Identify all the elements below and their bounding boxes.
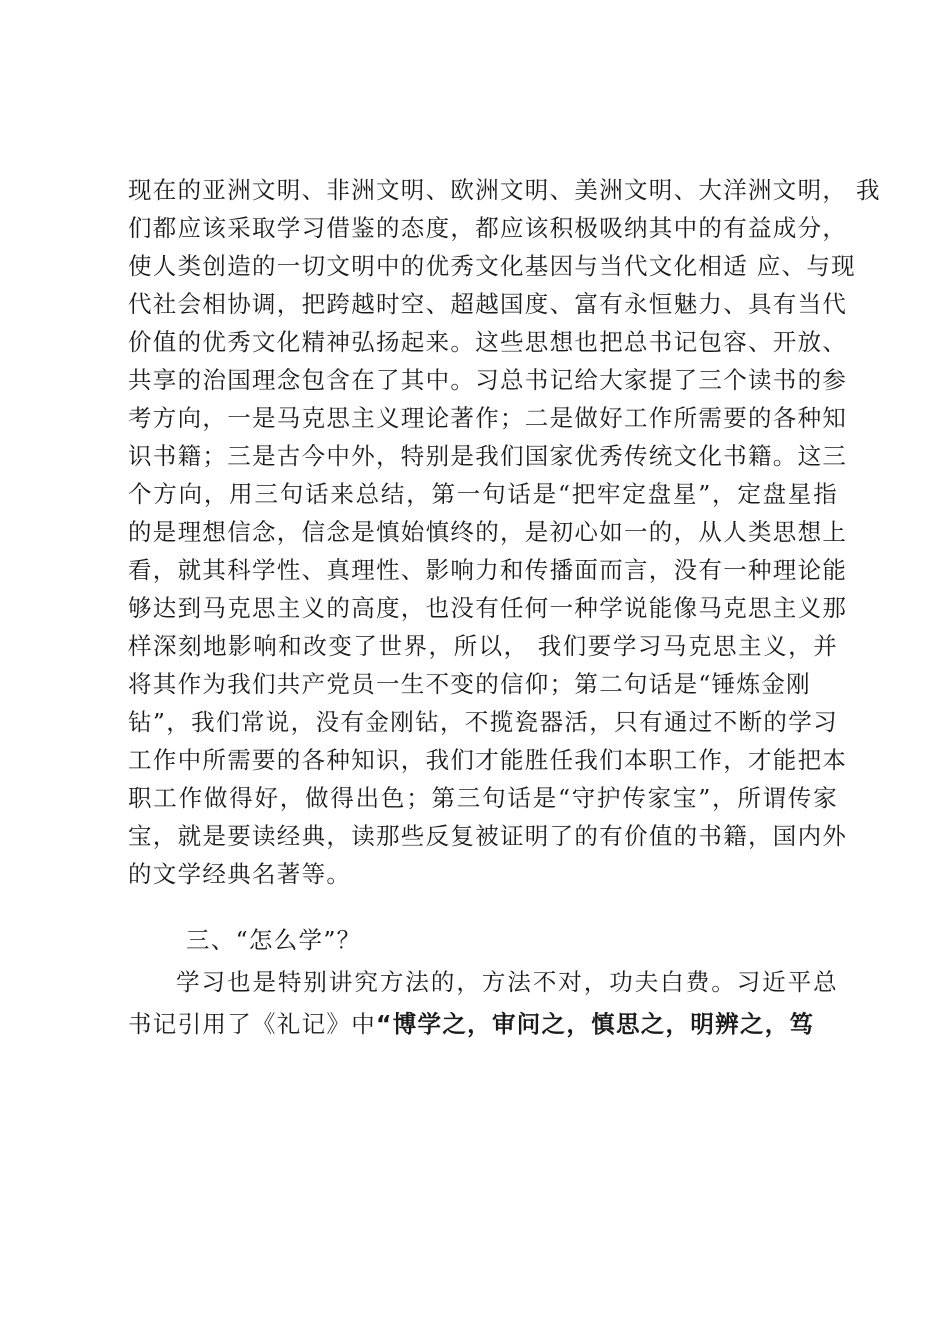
- text-line: 看，就其科学性、真理性、影响力和传播面而言，没有一种理论能: [128, 556, 848, 584]
- text-line: 职工作做得好，做得出色；第三句话是“守护传家宝”，所谓传家: [128, 784, 838, 812]
- text-line: 样深刻地影响和改变了世界，所以， 我们要学习马克思主义，并: [128, 632, 838, 660]
- text-line: 的是理想信念，信念是慎始慎终的，是初心如一的，从人类思想上: [128, 518, 848, 546]
- text-line-mixed: [128, 1004, 838, 1044]
- text-line: 考方向，一是马克思主义理论著作；二是做好工作所需要的各种知: [128, 404, 848, 432]
- text-line: 够达到马克思主义的高度，也没有任何一种学说能像马克思主义那: [128, 594, 848, 622]
- text-line: 代社会相协调，把跨越时空、超越国度、富有永恒魅力、具有当代: [128, 290, 848, 318]
- text-line: 识书籍；三是古今中外，特别是我们国家优秀传统文化书籍。这三: [128, 442, 848, 470]
- text-line: 现在的亚洲文明、非洲文明、欧洲文明、美洲文明、大洋洲文明， 我: [128, 176, 881, 204]
- text-span: 书记引用了《礼记》中: [128, 1010, 376, 1038]
- section-heading: 三、“怎么学”？: [186, 926, 362, 954]
- text-line: 们都应该采取学习借鉴的态度，都应该积极吸纳其中的有益成分，: [128, 214, 848, 242]
- bold-quote-span: “博学之，审问之，慎思之，明辨之，笃: [376, 1010, 815, 1038]
- text-line: 个方向，用三句话来总结，第一句话是“把牢定盘星”，定盘星指: [128, 480, 838, 508]
- text-line: 使人类创造的一切文明中的优秀文化基因与当代文化相适 应、与现: [128, 252, 856, 280]
- text-line: 钻”，我们常说，没有金刚钻，不揽瓷器活，只有通过不断的学习: [128, 708, 838, 736]
- text-line: 的文学经典名著等。: [128, 860, 352, 888]
- text-line: 工作中所需要的各种知识，我们才能胜任我们本职工作，才能把本: [128, 746, 848, 774]
- text-line: 宝，就是要读经典，读那些反复被证明了的有价值的书籍，国内外: [128, 822, 848, 850]
- text-line: 价值的优秀文化精神弘扬起来。这些思想也把总书记包容、开放、: [128, 328, 848, 356]
- text-line: 共享的治国理念包含在了其中。习总书记给大家提了三个读书的参: [128, 366, 848, 394]
- text-line: 将其作为我们共产党员一生不变的信仰；第二句话是“锤炼金刚: [128, 670, 811, 698]
- text-line: 学习也是特别讲究方法的，方法不对，功夫白费。习近平总: [176, 968, 838, 996]
